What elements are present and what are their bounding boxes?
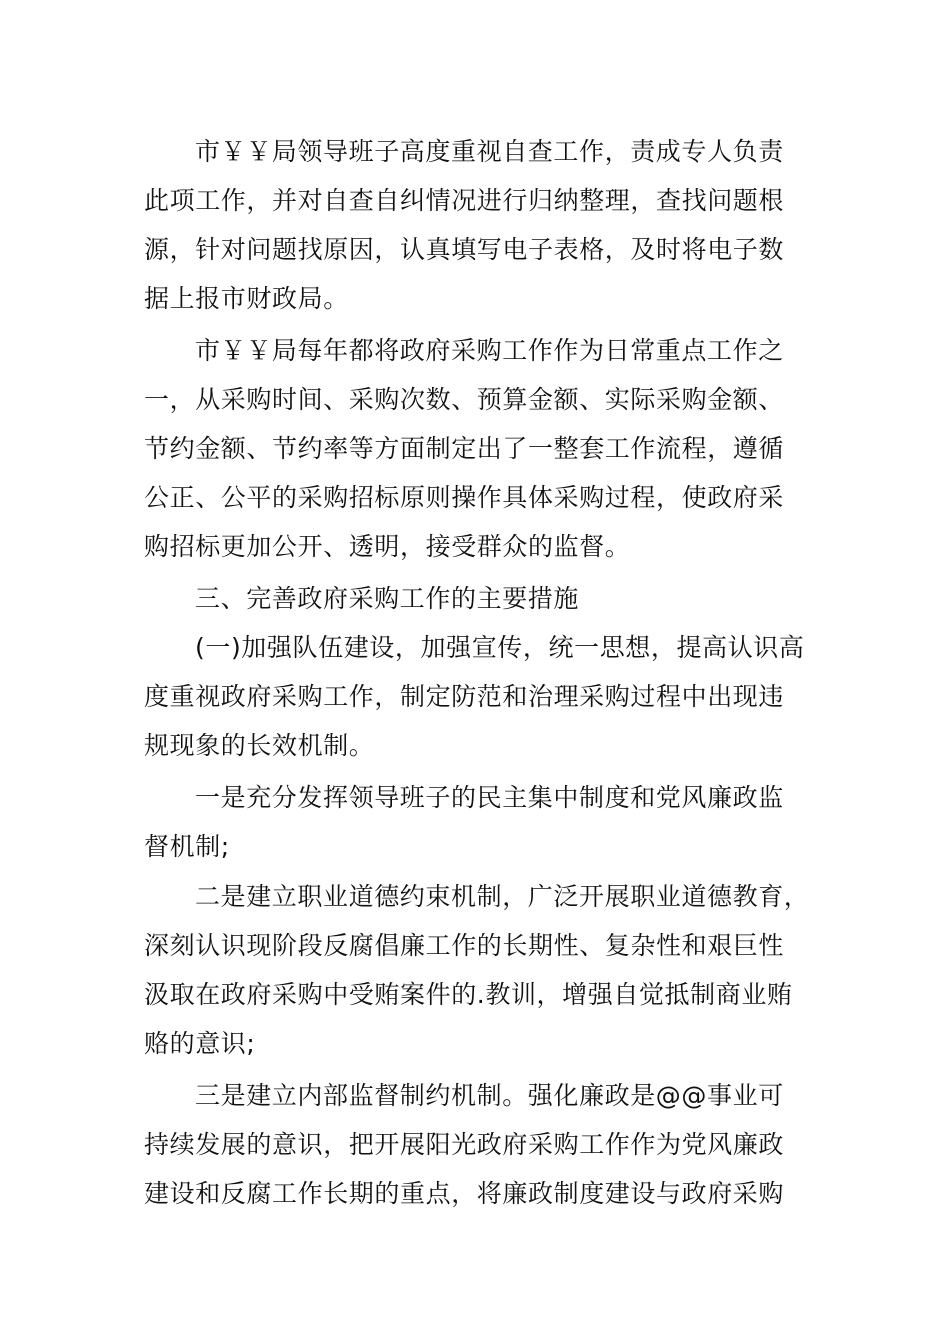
text-line: 一是充分发挥领导班子的民主集中制度和党风廉政监 [195, 783, 784, 812]
text-line: 节约金额、节约率等方面制定出了一整套工作流程，遵循 [144, 434, 785, 463]
text-line: 市￥￥局每年都将政府采购工作作为日常重点工作之 [195, 336, 784, 365]
text-line: 督机制; [144, 832, 230, 861]
text-line: 二是建立职业道德约束机制，广泛开展职业道德教育， [195, 882, 810, 911]
text-line: 一，从采购时间、采购次数、预算金额、实际采购金额、 [144, 385, 785, 414]
text-line: 据上报市财政局。 [144, 284, 349, 313]
text-line: 赂的意识; [144, 1029, 256, 1058]
section-heading: 三、完善政府采购工作的主要措施 [195, 584, 580, 613]
text-line: 建设和反腐工作长期的重点，将廉政制度建设与政府采购 [144, 1179, 785, 1208]
text-line: 源，针对问题找原因，认真填写电子表格，及时将电子数 [144, 235, 785, 264]
text-line: 购招标更加公开、透明，接受群众的监督。 [144, 532, 631, 561]
text-line: 三是建立内部监督制约机制。强化廉政是@@事业可 [195, 1081, 784, 1110]
text-line: 度重视政府采购工作，制定防范和治理采购过程中出现违 [144, 682, 785, 711]
text-line: 规现象的长效机制。 [144, 731, 375, 760]
text-line: 此项工作，并对自查自纠情况进行归纳整理，查找问题根 [144, 186, 785, 215]
text-line: 市￥￥局领导班子高度重视自查工作，责成专人负责 [195, 137, 784, 166]
text-line: 公正、公平的采购招标原则操作具体采购过程，使政府采 [144, 483, 785, 512]
text-line: (一)加强队伍建设，加强宣传，统一思想，提高认识高 [195, 633, 805, 662]
text-line: 汲取在政府采购中受贿案件的.教训，增强自觉抵制商业贿 [144, 980, 793, 1009]
text-line: 深刻认识现阶段反腐倡廉工作的长期性、复杂性和艰巨性 [144, 931, 785, 960]
text-line: 持续发展的意识，把开展阳光政府采购工作作为党风廉政 [144, 1130, 785, 1159]
